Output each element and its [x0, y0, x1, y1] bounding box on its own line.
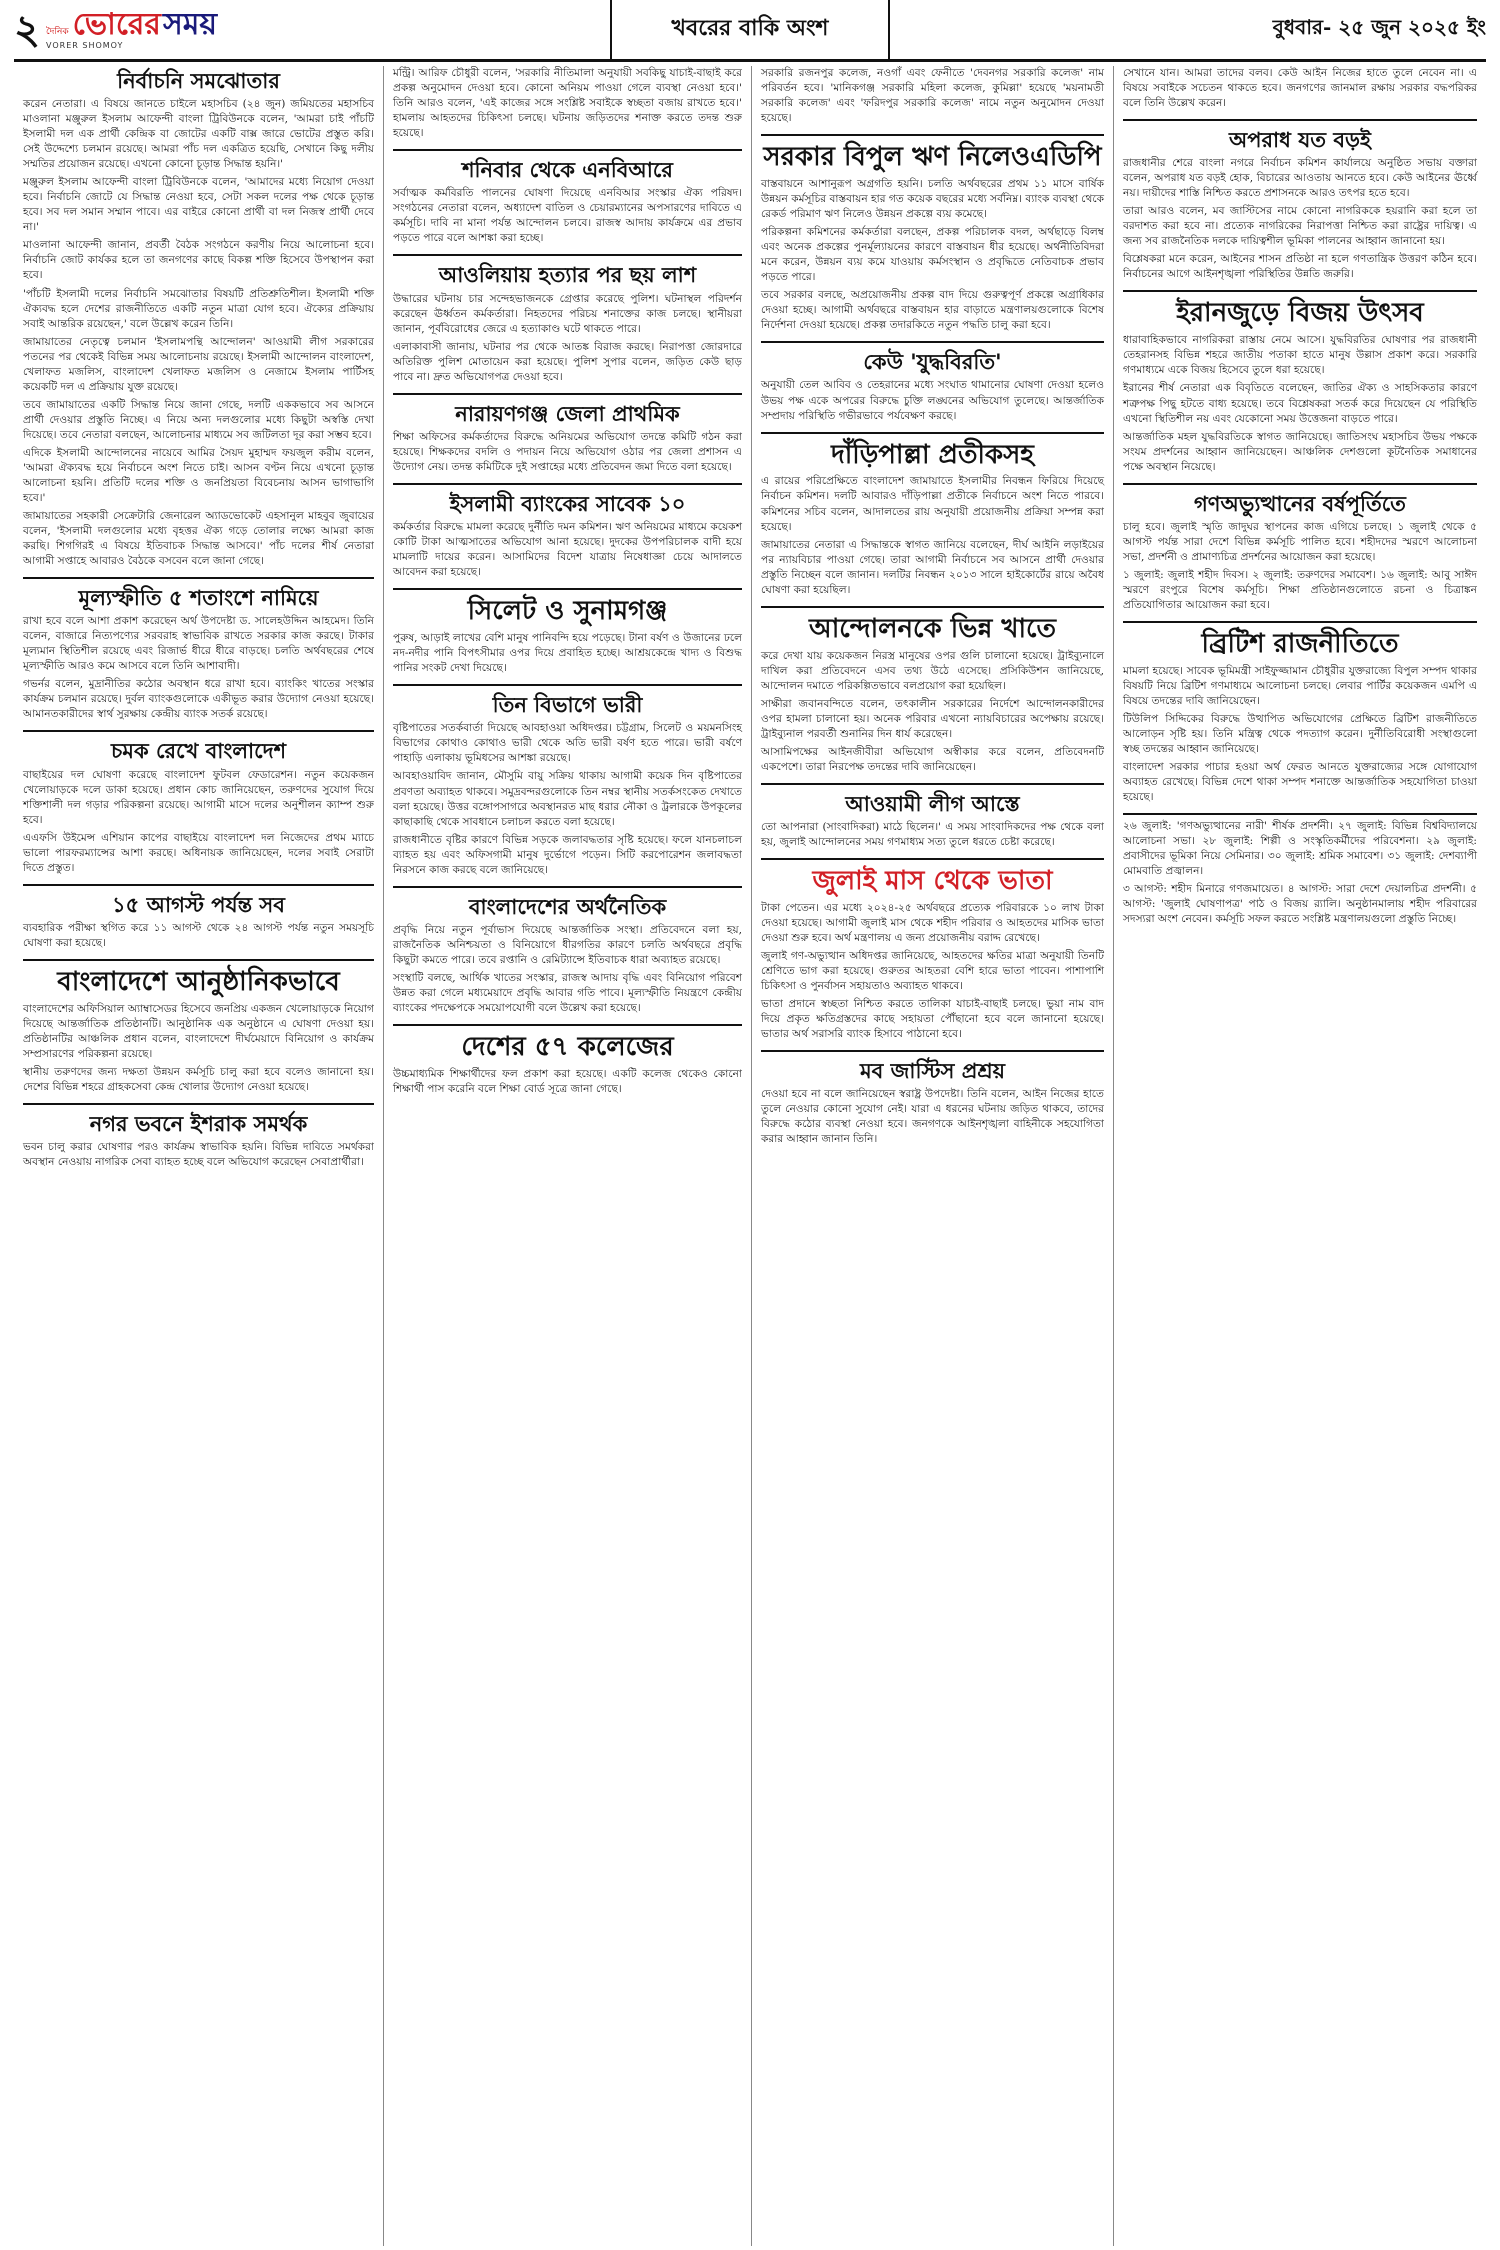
article-headline[interactable]: ব্রিটিশ রাজনীতিতে [1201, 628, 1399, 659]
logo-daily-label: দৈনিক [46, 26, 69, 37]
article-paragraph: তবে সরকার বলছে, অপ্রয়োজনীয় প্রকল্প বাদ দিয়ে গুরুত্বপূর্ণ প্রকল্পে অগ্রাধিকার দেওয়া হচ্ছে। আগামী অর্থবছরে বাস্তবায়ন হার বাড়াতে মন্ত্রণালয়গুলোকে বিশেষ নির্দেশনা দেওয়া হয়েছে। প্রকল্প তদারকিতে নতুন পদ্ধতি চালু করা হবে। [761, 289, 1104, 332]
article [23, 1103, 374, 1170]
article [1123, 483, 1477, 613]
article-paragraph: বাংলাদেশ সরকার পাচার হওয়া অর্থ ফেরত আনতে যুক্তরাজ্যের সঙ্গে যোগাযোগ অব্যাহত রেখেছে। বিভিন্ন দেশে থাকা সম্পদ শনাক্তে আন্তর্জাতিক সহযোগিতা চাওয়া হয়েছে। [1123, 761, 1477, 804]
article-paragraph: ধারাবাহিকভাবে নাগরিকরা রাস্তায় নেমে আসে। যুদ্ধবিরতির ঘোষণার পর রাজধানী তেহরানসহ বিভিন্ন শহরে জাতীয় পতাকা হাতে মানুষ উল্লাস প্রকাশ করে। সরকারি গণমাধ্যমে একে বিজয় হিসেবে তুলে ধরা হয়েছে। [1123, 334, 1477, 377]
article-paragraph: করেন নেতারা। এ বিষয়ে জানতে চাইলে মহাসচিব (২৪ জুন) জমিয়তের মহাসচিব মাওলানা মঞ্জুরুল ইসলাম আফেন্দী বাংলা ট্রিবিউনকে বলেন, 'আমরা চাই পাঁচটি ইসলামী দল এক প্রার্থী কেন্দ্রিক বা জোটের একটি বাক্স জারে ভোটের প্রস্তুত করি। সেই উদ্দেশ্যে চলমান রয়েছে। আমরা পাঁচ দল একত্রিত হয়েছি, সেখানে কিছু দলীয় সম্মতির প্রয়োজন রয়েছে। এখনো কোনো চূড়ান্ত সিদ্ধান্ত হয়নি।' [23, 98, 374, 171]
article [1123, 66, 1477, 111]
article [23, 884, 374, 951]
newspaper-logo[interactable] [46, 6, 218, 50]
article-paragraph: ১ জুলাই: জুলাই শহীদ দিবস। ২ জুলাই: তরুণদের সমাবেশ। ১৬ জুলাই: আবু সাঈদ স্মরণে রংপুরে বিশেষ কর্মসূচি। শিক্ষা প্রতিষ্ঠানগুলোতে রচনা ও চিত্রাঙ্কন প্রতিযোগিতার আয়োজন করা হবে। [1123, 568, 1477, 611]
article [1123, 119, 1477, 282]
article [393, 684, 742, 877]
article-headline[interactable]: তিন বিভাগে ভারী [492, 692, 643, 718]
article [23, 577, 374, 722]
article [393, 66, 742, 141]
article-paragraph: টাকা পেতেন। এর মধ্যে ২০২৪-২৫ অর্থবছরে প্রত্যেক পরিবারকে ১০ লাখ টাকা দেওয়া হয়েছে। আগামী জুলাই মাস থেকে শহীদ পরিবার ও আহতদের মাসিক ভাতা দেওয়া শুরু হবে। অর্থ মন্ত্রণালয় এ জন্য প্রয়োজনীয় বরাদ্দ রেখেছে। [761, 901, 1104, 944]
column-4 [1114, 66, 1486, 2246]
masthead-left [14, 5, 344, 53]
article-paragraph: ভাতা প্রদানে স্বচ্ছতা নিশ্চিত করতে তালিকা যাচাই-বাছাই চলছে। ভুয়া নাম বাদ দিয়ে প্রকৃত ক্ষতিগ্রস্তদের কাছে সহায়তা পৌঁছানো হবে বলে জানানো হয়েছে। ভাতার অর্থ সরাসরি ব্যাংক হিসাবে পাঠানো হবে। [761, 998, 1104, 1041]
article-paragraph: তারা আরও বলেন, মব জাস্টিসের নামে কোনো নাগরিককে হয়রানি করা হলে তা বরদাশত করা হবে না। প্রত্যেক নাগরিকের নিরাপত্তা নিশ্চিত করা রাষ্ট্রের দায়িত্ব। এ জন্য সব রাজনৈতিক দলকে দায়িত্বশীল ভূমিকা পালনের আহ্বান জানানো হয়। [1123, 205, 1477, 248]
article [393, 886, 742, 1016]
column-2 [384, 66, 752, 2246]
article [761, 341, 1104, 423]
article-paragraph: এ রায়ের পরিপ্রেক্ষিতে বাংলাদেশ জামায়াতে ইসলামীর নিবন্ধন ফিরিয়ে দিয়েছে নির্বাচন কমিশন। দলটি আবারও দাঁড়িপাল্লা প্রতীকে নির্বাচনে অংশ নিতে পারবে। কমিশনের সচিব বলেন, আদালতের রায় অনুযায়ী প্রয়োজনীয় প্রক্রিয়া সম্পন্ন করা হয়েছে। [761, 475, 1104, 533]
article-paragraph: অনুযায়ী তেল আবিব ও তেহরানের মধ্যে সংঘাত থামানোর ঘোষণা দেওয়া হলেও উভয় পক্ষ একে অপরের বিরুদ্ধে চুক্তি লঙ্ঘনের অভিযোগ তুলেছে। আন্তর্জাতিক সম্প্রদায় পরিস্থিতি গভীরভাবে পর্যবেক্ষণ করছে। [761, 379, 1104, 422]
article-paragraph: এলাকাবাসী জানায়, ঘটনার পর থেকে আতঙ্ক বিরাজ করছে। নিরাপত্তা জোরদারে অতিরিক্ত পুলিশ মোতায়েন করা হয়েছে। পুলিশ সুপার বলেন, জড়িত কেউ ছাড় পাবে না। দ্রুত অভিযোগপত্র দেওয়া হবে। [393, 340, 742, 383]
article-paragraph: মাওলানা আফেন্দী জানান, প্রবর্তী বৈঠক সংগঠনে করণীয় নিয়ে আলোচনা হবে। নির্বাচনি জোট কার্যকর হলে তা জনগণের কাছে বিকল্প শক্তি হিসেবে উপস্থাপন করা হবে। [23, 239, 374, 282]
article-headline[interactable]: মূল্যস্ফীতি ৫ শতাংশে নামিয়ে [78, 585, 319, 611]
article-headline[interactable]: ইরানজুড়ে বিজয় উৎসব [1176, 298, 1424, 329]
article-paragraph: রাজধানীতে বৃষ্টির কারণে বিভিন্ন সড়কে জলাবদ্ধতার সৃষ্টি হয়েছে। ফলে যানচলাচল ব্যাহত হয় এবং অফিসগামী মানুষ দুর্ভোগে পড়েন। সিটি করপোরেশন জলাবদ্ধতা নিরসনে কাজ করছে বলে জানিয়েছে। [393, 833, 742, 876]
article-paragraph: বাংলাদেশের অফিসিয়াল অ্যাম্বাসেডর হিসেবে জনপ্রিয় একজন খেলোয়াড়কে নিয়োগ দিয়েছে আন্তর্জাতিক প্রতিষ্ঠানটি। আনুষ্ঠানিক এক অনুষ্ঠানে এ ঘোষণা দেওয়া হয়। প্রতিষ্ঠানটির আঞ্চলিক প্রধান বলেন, বাংলাদেশে দীর্ঘমেয়াদে বিনিয়োগ ও কার্যক্রম সম্প্রসারণের পরিকল্পনা রয়েছে। [23, 1002, 374, 1060]
article-paragraph: রাখা হবে বলে আশা প্রকাশ করেছেন অর্থ উপদেষ্টা ড. সালেহউদ্দিন আহমেদ। তিনি বলেন, বাজারে নিত্যপণ্যের সরবরাহ স্বাভাবিক রাখতে সরকার কাজ করছে। টাকার মূল্যমান স্থিতিশীল রয়েছে এবং রিজার্ভ ধীরে ধীরে বাড়ছে। চলতি অর্থবছরের শেষে মূল্যস্ফীতি আরও কমে আসবে বলে তিনি আশাবাদী। [23, 615, 374, 673]
logo-word-2: সময় [162, 6, 218, 42]
article-paragraph: চালু হবে। জুলাই স্মৃতি জাদুঘর স্থাপনের কাজ এগিয়ে চলছে। ১ জুলাই থেকে ৫ আগস্ট পর্যন্ত সারা দেশে বিভিন্ন কর্মসূচি পালিত হবে। শহীদদের স্মরণে আলোচনা সভা, প্রদর্শনী ও প্রামাণ্যচিত্র প্রদর্শনের আয়োজন করা হয়েছে। [1123, 520, 1477, 563]
article-headline[interactable]: নগর ভবনে ইশরাক সমর্থক [89, 1111, 308, 1137]
article-paragraph: উচ্চমাধ্যমিক শিক্ষার্থীদের ফল প্রকাশ করা হয়েছে। একটি কলেজ থেকেও কোনো শিক্ষার্থী পাস করেনি বলে শিক্ষা বোর্ড সূত্রে জানা গেছে। [393, 1067, 742, 1095]
article-paragraph: বাছাইয়ের দল ঘোষণা করেছে বাংলাদেশ ফুটবল ফেডারেশন। নতুন কয়েকজন খেলোয়াড়কে দলে ডাকা হয়েছে। প্রধান কোচ জানিয়েছেন, তরুণদের সুযোগ দিয়ে শক্তিশালী দল গড়ার পরিকল্পনা রয়েছে। আগামী মাসে দলের অনুশীলন ক্যাম্প শুরু হবে। [23, 768, 374, 826]
article-headline[interactable]: নির্বাচনি সমঝোতার [117, 68, 280, 93]
article-paragraph: জামায়াতের নেতৃত্বে চলমান 'ইসলামপন্থি আন্দোলন' আওয়ামী লীগ সরকারের পতনের পর থেকেই বিভিন্ন সময় আলোচনায় রয়েছে। ইসলামী আন্দোলন বাংলাদেশ, খেলাফত মজলিস, বাংলাদেশ খেলাফত মজলিস ও নেজামে ইসলাম পার্টিসহ কয়েকটি দল এ প্রক্রিয়ায় যুক্ত রয়েছে। [23, 335, 374, 393]
article-paragraph: ভবন চালু করার ঘোষণার পরও কার্যক্রম স্বাভাবিক হয়নি। বিভিন্ন দাবিতে সমর্থকরা অবস্থান নেওয়ায় নাগরিক সেবা ব্যাহত হচ্ছে বলে অভিযোগ করেছেন সেবাপ্রার্থীরা। [23, 1141, 374, 1169]
article [23, 730, 374, 875]
article-paragraph: বিশ্লেষকরা মনে করেন, আইনের শাসন প্রতিষ্ঠা না হলে গণতান্ত্রিক উত্তরণ কঠিন হবে। নির্বাচনের আগে আইনশৃঙ্খলা পরিস্থিতির উন্নতি জরুরি। [1123, 253, 1477, 281]
column-3 [752, 66, 1114, 2246]
article-paragraph: বৃষ্টিপাতের সতর্কবার্তা দিয়েছে আবহাওয়া অধিদপ্তর। চট্টগ্রাম, সিলেট ও ময়মনসিংহ বিভাগের কোথাও কোথাও ভারী থেকে অতি ভারী বর্ষণ হতে পারে। ভারী বর্ষণে পাহাড়ি এলাকায় ভূমিধসের আশঙ্কা রয়েছে। [393, 722, 742, 765]
article-paragraph: আবহাওয়াবিদ জানান, মৌসুমি বায়ু সক্রিয় থাকায় আগামী কয়েক দিন বৃষ্টিপাতের প্রবণতা অব্যাহত থাকবে। সমুদ্রবন্দরগুলোকে তিন নম্বর স্থানীয় সতর্কসংকেত দেখাতে বলা হয়েছে। উত্তর বঙ্গোপসাগরে অবস্থানরত মাছ ধরার নৌকা ও ট্রলারকে উপকূলের কাছাকাছি থেকে সাবধানে চলাচল করতে বলা হয়েছে। [393, 770, 742, 828]
article-headline[interactable]: সরকার বিপুল ঋণ নিলেওএডিপি [763, 142, 1102, 173]
article-paragraph: সেখানে যান। আমরা তাদের বলব। কেউ আইন নিজের হাতে তুলে নেবেন না। এ বিষয়ে সবাইকে সচেতন থাকতে হবে। জনগণের জানমাল রক্ষায় সরকার বদ্ধপরিকর বলে তিনি উল্লেখ করেন। [1123, 67, 1477, 110]
article-paragraph: ইরানের শীর্ষ নেতারা এক বিবৃতিতে বলেছেন, জাতির ঐক্য ও সাহসিকতার কারণে শত্রুপক্ষ পিছু হটতে বাধ্য হয়েছে। তবে বিশ্লেষকরা সতর্ক করে দিয়েছেন যে পরিস্থিতি এখনো স্থিতিশীল নয় এবং যেকোনো সময় উত্তেজনা বাড়তে পারে। [1123, 382, 1477, 425]
article-paragraph: গভর্নর বলেন, মুদ্রানীতির কঠোর অবস্থান ধরে রাখা হবে। ব্যাংকিং খাতের সংস্কার কার্যক্রম চলমান রয়েছে। দুর্বল ব্যাংকগুলোকে একীভূত করার উদ্যোগ নেওয়া হয়েছে। আমানতকারীদের স্বার্থ সুরক্ষায় কেন্দ্রীয় ব্যাংক সতর্ক রয়েছে। [23, 678, 374, 721]
article-paragraph: কর্মকর্তার বিরুদ্ধে মামলা করেছে দুর্নীতি দমন কমিশন। ঋণ অনিয়মের মাধ্যমে কয়েকশ কোটি টাকা আত্মসাতের অভিযোগ আনা হয়েছে। দুদকের উপপরিচালক বাদী হয়ে মামলাটি দায়ের করেন। আসামিদের বিদেশ যাত্রায় নিষেধাজ্ঞা চেয়ে আদালতে আবেদন করা হয়েছে। [393, 521, 742, 579]
column-1 [14, 66, 384, 2246]
article-headline[interactable]: বাংলাদেশের অর্থনৈতিক [468, 893, 667, 919]
article [393, 254, 742, 384]
article [761, 1050, 1104, 1147]
article-paragraph: 'পাঁচটি ইসলামী দলের নির্বাচনি সমঝোতার বিষয়টি প্রতিশ্রুতিশীল। ইসলামী শক্তি ঐক্যবদ্ধ হলে দেশের রাজনীতিতে একটি নতুন মাত্রা যোগ হবে। ঐক্যের প্রক্রিয়ায় সবাই আন্তরিক রয়েছেন,' বলে উল্লেখ করেন তিনি। [23, 287, 374, 330]
logo-word-1: ভোরের [72, 6, 161, 42]
article-paragraph: এএফসি উইমেন্স এশিয়ান কাপের বাছাইয়ে বাংলাদেশ দল নিজেদের প্রথম ম্যাচে ভালো পারফরম্যান্সের আশা করছে। অধিনায়ক জানিয়েছেন, দলের সবাই সেরাটা দিতে প্রস্তুত। [23, 831, 374, 874]
article [761, 134, 1104, 333]
article-paragraph: বাস্তবায়নে আশানুরূপ অগ্রগতি হয়নি। চলতি অর্থবছরের প্রথম ১১ মাসে বার্ষিক উন্নয়ন কর্মসূচির বাস্তবায়ন হার গত কয়েক বছরের মধ্যে সর্বনিম্ন। ব্যাংক ব্যবস্থা থেকে রেকর্ড পরিমাণ ঋণ নিলেও উন্নয়ন প্রকল্পে ব্যয় কমেছে। [761, 178, 1104, 221]
article-paragraph: আসামিপক্ষের আইনজীবীরা অভিযোগ অস্বীকার করে বলেন, প্রতিবেদনটি একপেশে। তারা নিরপেক্ষ তদন্তের দাবি জানিয়েছেন। [761, 745, 1104, 773]
article-headline[interactable]: আন্দোলনকে ভিন্ন খাতে [808, 613, 1057, 644]
article-paragraph: আন্তর্জাতিক মহল যুদ্ধবিরতিকে স্বাগত জানিয়েছে। জাতিসংঘ মহাসচিব উভয় পক্ষকে সংযম প্রদর্শনের আহ্বান জানিয়েছেন। আঞ্চলিক দেশগুলো কূটনৈতিক সমাধানের পক্ষে অবস্থান নিয়েছে। [1123, 430, 1477, 473]
issue-date: বুধবার- ২৫ জুন ২০২৫ ইং [1272, 15, 1486, 39]
article-paragraph: ২৬ জুলাই: 'গণঅভ্যুত্থানের নারী' শীর্ষক প্রদর্শনী। ২৭ জুলাই: বিভিন্ন বিশ্ববিদ্যালয়ে আলোচনা সভা। ২৮ জুলাই: শিল্পী ও সংস্কৃতিকর্মীদের পরিবেশনা। ২৯ জুলাই: প্রবাসীদের ভূমিকা নিয়ে সেমিনার। ৩০ জুলাই: শ্রমিক সমাবেশ। ৩১ জুলাই: দেশব্যাপী মোমবাতি প্রজ্বালন। [1123, 820, 1477, 878]
article-paragraph: করে দেখা যায় কয়েকজন নিরস্ত্র মানুষের ওপর গুলি চালানো হয়েছে। ট্রাইব্যুনালে দাখিল করা প্রতিবেদনে এসব তথ্য উঠে এসেছে। প্রসিকিউশন জানিয়েছে, আন্দোলন দমাতে পরিকল্পিতভাবে বলপ্রয়োগ করা হয়েছিল। [761, 649, 1104, 692]
article-headline[interactable]: শনিবার থেকে এনবিআরে [462, 157, 673, 183]
article [761, 783, 1104, 850]
article-headline[interactable]: বাংলাদেশে আনুষ্ঠানিকভাবে [57, 967, 340, 997]
article-paragraph: টিউলিপ সিদ্দিকের বিরুদ্ধে উত্থাপিত অভিযোগের প্রেক্ষিতে ব্রিটিশ রাজনীতিতে আলোড়ন সৃষ্টি হয়। তিনি মন্ত্রিত্ব থেকে পদত্যাগ করেন। দুর্নীতিবিরোধী সংস্থাগুলো স্বচ্ছ তদন্তের আহ্বান জানিয়েছে। [1123, 712, 1477, 756]
article [1123, 621, 1477, 805]
article-headline[interactable]: জুলাই মাস থেকে ভাতা [812, 866, 1053, 897]
article-headline[interactable]: মব জাস্টিস প্রশ্রয় [859, 1058, 1006, 1084]
article-headline[interactable]: আওয়ামী লীগ আস্তে [845, 790, 1020, 816]
article-paragraph: পরিকল্পনা কমিশনের কর্মকর্তারা বলছেন, প্রকল্প পরিচালক বদল, অর্থছাড়ে বিলম্ব এবং অনেক প্রকল্পের পুনর্মূল্যায়নের কারণে বাস্তবায়ন ধীর হয়েছে। অর্থনীতিবিদরা মনে করেন, উন্নয়ন ব্যয় কমে যাওয়ায় কর্মসংস্থান ও প্রবৃদ্ধিতে নেতিবাচক প্রভাব পড়তে পারে। [761, 226, 1104, 284]
article-paragraph: সংস্থাটি বলছে, আর্থিক খাতের সংস্কার, রাজস্ব আদায় বৃদ্ধি এবং বিনিয়োগ পরিবেশ উন্নত করা গেলে মধ্যমেয়াদে প্রবৃদ্ধি আবার গতি পাবে। মূল্যস্ফীতি নিয়ন্ত্রণে কেন্দ্রীয় ব্যাংকের পদক্ষেপকে সময়োপযোগী বলে উল্লেখ করা হয়েছে। [393, 971, 742, 1014]
article-headline[interactable]: নারায়ণগঞ্জ জেলা প্রাথমিক [455, 400, 680, 426]
article-headline[interactable]: সিলেট ও সুনামগঞ্জ [467, 596, 668, 627]
logo-tagline: VORER SHOMOY [46, 40, 124, 50]
article-paragraph: ব্যবহারিক পরীক্ষা স্থগিত করে ১১ আগস্ট থেকে ২৪ আগস্ট পর্যন্ত নতুন সময়সূচি ঘোষণা করা হয়েছে। [23, 921, 374, 949]
article-headline[interactable]: গণঅভ্যুত্থানের বর্ষপূর্তিতে [1194, 490, 1406, 516]
article [23, 959, 374, 1095]
article-paragraph: রাজধানীর শেরে বাংলা নগরে নির্বাচন কমিশন কার্যালয়ে অনুষ্ঠিত সভায় বক্তারা বলেন, অপরাধ যত বড়ই হোক, বিচারের আওতায় আনতে হবে। কেউ আইনের ঊর্ধ্বে নয়। দায়ীদের শাস্তি নিশ্চিত করতে প্রশাসনকে আরও তৎপর হতে হবে। [1123, 157, 1477, 200]
article-paragraph: শিক্ষা অফিসের কর্মকর্তাদের বিরুদ্ধে অনিয়মের অভিযোগ তদন্তে কমিটি গঠন করা হয়েছে। শিক্ষকদের বদলি ও পদায়ন নিয়ে অভিযোগ ওঠার পর জেলা প্রশাসন এ উদ্যোগ নেয়। তদন্ত কমিটিকে দুই সপ্তাহের মধ্যে প্রতিবেদন জমা দিতে বলা হয়েছে। [393, 430, 742, 473]
article-paragraph: পুরুষ, আড়াই লাখের বেশি মানুষ পানিবন্দি হয়ে পড়েছে। টানা বর্ষণ ও উজানের ঢলে নদ-নদীর পানি বিপৎসীমার ওপর দিয়ে প্রবাহিত হচ্ছে। আশ্রয়কেন্দ্রে খাদ্য ও বিশুদ্ধ পানির সংকট দেখা দিয়েছে। [393, 632, 742, 675]
article-headline[interactable]: ১৫ আগস্ট পর্যন্ত সব [112, 891, 285, 917]
article [393, 588, 742, 676]
article-paragraph: তো আপনারা (সাংবাদিকরা) মাঠে ছিলেন।' এ সময় সাংবাদিকদের পক্ষ থেকে বলা হয়, জুলাই আন্দোলনের সময় গণমাধ্যম সত্য তুলে ধরতে চেষ্টা করেছে। [761, 820, 1104, 849]
article-headline[interactable]: কেউ 'যুদ্ধবিরতি' [863, 349, 1002, 375]
article-headline[interactable]: দেশের ৫৭ কলেজের [461, 1032, 674, 1063]
article-paragraph: সর্বাত্মক কর্মবিরতি পালনের ঘোষণা দিয়েছে এনবিআর সংস্কার ঐক্য পরিষদ। সংগঠনের নেতারা বলেন, অধ্যাদেশ বাতিল ও চেয়ারম্যানের অপসারণের দাবিতে এ কর্মসূচি। দাবি না মানা পর্যন্ত আন্দোলন চলবে। রাজস্ব আদায় কার্যক্রমে এর প্রভাব পড়তে পারে বলে আশঙ্কা করা হচ্ছে। [393, 187, 742, 245]
article-paragraph: সাক্ষীরা জবানবন্দিতে বলেন, তৎকালীন সরকারের নির্দেশে আন্দোলনকারীদের ওপর হামলা চালানো হয়। অনেক পরিবার এখনো ন্যায়বিচারের অপেক্ষায় রয়েছে। ট্রাইব্যুনাল পরবর্তী শুনানির দিন ধার্য করেছেন। [761, 697, 1104, 740]
page-number: ২ [14, 5, 41, 53]
article-headline[interactable]: ইসলামী ব্যাংকের সাবেক ১০ [449, 490, 686, 516]
masthead [14, 0, 1486, 62]
article-paragraph: দেওয়া হবে না বলে জানিয়েছেন স্বরাষ্ট্র উপদেষ্টা। তিনি বলেন, আইন নিজের হাতে তুলে নেওয়ার কোনো সুযোগ নেই। যারা এ ধরনের ঘটনায় জড়িত থাকবে, তাদের বিরুদ্ধে কঠোর ব্যবস্থা নেওয়া হবে। জনগণকে আইনশৃঙ্খলা বাহিনীকে সহযোগিতা করার আহ্বান জানান তিনি। [761, 1088, 1104, 1146]
article [761, 858, 1104, 1042]
article-paragraph: মন্ট্রি। আরিফ চৌধুরী বলেন, 'সরকারি নীতিমালা অনুযায়ী সবকিছু যাচাই-বাছাই করে প্রকল্প অনুমোদন দেওয়া হবে। কোনো অনিয়ম পাওয়া গেলে ব্যবস্থা নেওয়া হবে।' তিনি আরও বলেন, 'এই কাজের সঙ্গে সংশ্লিষ্ট সবাইকে স্বচ্ছতা বজায় রাখতে হবে।' হামলায় আহতদের চিকিৎসা চলছে। ঘটনায় জড়িতদের শনাক্ত করতে তদন্ত শুরু হয়েছে। [393, 67, 742, 140]
article-paragraph: মামলা হয়েছে। সাবেক ভূমিমন্ত্রী সাইফুজ্জামান চৌধুরীর যুক্তরাজ্যে বিপুল সম্পদ থাকার বিষয়টি নিয়ে ব্রিটিশ গণমাধ্যমে আলোচনা চলছে। লেবার পার্টির কয়েকজন এমপি এ বিষয়ে তদন্তের দাবি জানিয়েছেন। [1123, 664, 1477, 707]
article-paragraph: স্থানীয় তরুণদের জন্য দক্ষতা উন্নয়ন কর্মসূচি চালু করা হবে বলেও জানানো হয়। দেশের বিভিন্ন শহরে গ্রাহকসেবা কেন্দ্র খোলার উদ্যোগ নেওয়া হয়েছে। [23, 1066, 374, 1094]
article-paragraph: এদিকে ইসলামী আন্দোলনের নায়েবে আমির সৈয়দ মুহাম্মদ ফয়জুল করীম বলেন, 'আমরা ঐক্যবদ্ধ হয়ে নির্বাচনে অংশ নিতে চাই। আসন বণ্টন নিয়ে এখনো চূড়ান্ত আলোচনা হয়নি। প্রতিটি দলের শক্তি ও জনপ্রিয়তা বিবেচনায় আসন ভাগাভাগি হবে।' [23, 446, 374, 504]
article-paragraph: উদ্ধারের ঘটনায় চার সন্দেহভাজনকে গ্রেপ্তার করেছে পুলিশ। ঘটনাস্থল পরিদর্শন করেছেন ঊর্ধ্বতন কর্মকর্তারা। নিহতদের পরিচয় শনাক্তের কাজ চলছে। স্থানীয়রা জানান, পূর্ববিরোধের জেরে এ হত্যাকাণ্ড ঘটে থাকতে পারে। [393, 292, 742, 335]
article-paragraph: সরকারি রজনপুর কলেজ, নওগাঁ এবং ফেনীতে 'দেবনগর সরকারি কলেজ' নাম পরিবর্তন হবে। 'মানিকগঞ্জ সরকারি মহিলা কলেজ, কুমিল্লা' হয়েছে 'ময়নামতী সরকারি কলেজ' এবং 'ফরিদপুর সরকারি কলেজ' নামে নতুন অনুমোদন দেওয়া হয়েছে। [761, 67, 1104, 125]
article [761, 432, 1104, 598]
article-paragraph: তবে জামায়াতের একটি সিদ্ধান্ত নিয়ে জানা গেছে, দলটি এককভাবে সব আসনে প্রার্থী দেওয়ার প্রস্তুতি নিচ্ছে। এ নিয়ে অন্য দলগুলোর মধ্যে কিছুটা অস্বস্তি দেখা দিয়েছে। তবে নেতারা বলছেন, আলোচনার মাধ্যমে সব জটিলতা দূর করা সম্ভব হবে। [23, 398, 374, 441]
article-paragraph: জামায়াতের নেতারা এ সিদ্ধান্তকে স্বাগত জানিয়ে বলেছেন, দীর্ঘ আইনি লড়াইয়ের পর ন্যায়বিচার পাওয়া গেছে। তারা আগামী নির্বাচনে সব আসনে প্রার্থী দেওয়ার প্রস্তুতি নিচ্ছেন বলে জানান। দলটির নিবন্ধন ২০১৩ সালে হাইকোর্টের রায়ে অবৈধ ঘোষণা করা হয়েছিল। [761, 538, 1104, 596]
article-headline[interactable]: দাঁড়িপাল্লা প্রতীকসহ [831, 439, 1034, 470]
article [1123, 290, 1477, 474]
article [761, 66, 1104, 126]
article [393, 149, 742, 246]
section-title: খবরের বাকি অংশ [610, 0, 891, 59]
columns [14, 66, 1486, 2246]
article-paragraph: জামায়াতের সহকারী সেক্রেটারি জেনারেল অ্যাডভোকেট এহসানুল মাহবুব জুবায়ের বলেন, 'ইসলামী দলগুলোর মধ্যে বৃহত্তর ঐক্য গড়ে তোলার লক্ষ্যে আমরা কাজ করছি। শিগগিরই এ বিষয়ে ইতিবাচক সিদ্ধান্ত আসবে।' পাঁচ দলের শীর্ষ নেতারা আগামী সপ্তাহে আবারও বৈঠকে বসবেন বলে জানা গেছে। [23, 509, 374, 568]
article-paragraph: মঞ্জুরুল ইসলাম আফেন্দী বাংলা ট্রিবিউনকে বলেন, 'আমাদের মধ্যে নিয়োগ দেওয়া হবে। নির্বাচনি জোটে যে সিদ্ধান্ত নেওয়া হবে, সেটা সকল দলের পক্ষ থেকে চূড়ান্ত হবে। সব দল সমান সম্মান পাবে। এর বাইরে কোনো প্রার্থী বা দল নিজস্ব প্রার্থী দেবে না।' [23, 176, 374, 234]
article [761, 606, 1104, 775]
article [1123, 813, 1477, 927]
article-paragraph: প্রবৃদ্ধি নিয়ে নতুন পূর্বাভাস দিয়েছে আন্তর্জাতিক সংস্থা। প্রতিবেদনে বলা হয়, রাজনৈতিক অনিশ্চয়তা ও বিনিয়োগে ধীরগতির কারণে চলতি অর্থবছরে প্রবৃদ্ধি কিছুটা কমতে পারে। তবে রপ্তানি ও রেমিট্যান্সে ইতিবাচক ধারা অব্যাহত রয়েছে। [393, 923, 742, 966]
article-paragraph: জুলাই গণ-অভ্যুত্থান অধিদপ্তর জানিয়েছে, আহতদের ক্ষতির মাত্রা অনুযায়ী তিনটি শ্রেণিতে ভাগ করা হয়েছে। গুরুতর আহতরা বেশি হারে ভাতা পাবেন। পাশাপাশি চিকিৎসা ও পুনর্বাসন সহায়তাও অব্যাহত থাকবে। [761, 950, 1104, 993]
article [23, 69, 374, 569]
article [393, 483, 742, 580]
article-headline[interactable]: অপরাধ যত বড়ই [1229, 127, 1371, 153]
article [393, 393, 742, 475]
article-headline[interactable]: আওলিয়ায় হত্যার পর ছয় লাশ [438, 262, 697, 288]
article-headline[interactable]: চমক রেখে বাংলাদেশ [110, 738, 287, 764]
article [393, 1024, 742, 1097]
article-paragraph: ৩ আগস্ট: শহীদ মিনারে গণজমায়েত। ৪ আগস্ট: সারা দেশে দেয়ালচিত্র প্রদর্শনী। ৫ আগস্ট: 'জুলাই ঘোষণাপত্র' পাঠ ও বিজয় র‍্যালি। অনুষ্ঠানমালায় শহীদ পরিবারের সদস্যরা অংশ নেবেন। কর্মসূচি সফল করতে সংশ্লিষ্ট মন্ত্রণালয়গুলো প্রস্তুতি নিচ্ছে। [1123, 883, 1477, 926]
